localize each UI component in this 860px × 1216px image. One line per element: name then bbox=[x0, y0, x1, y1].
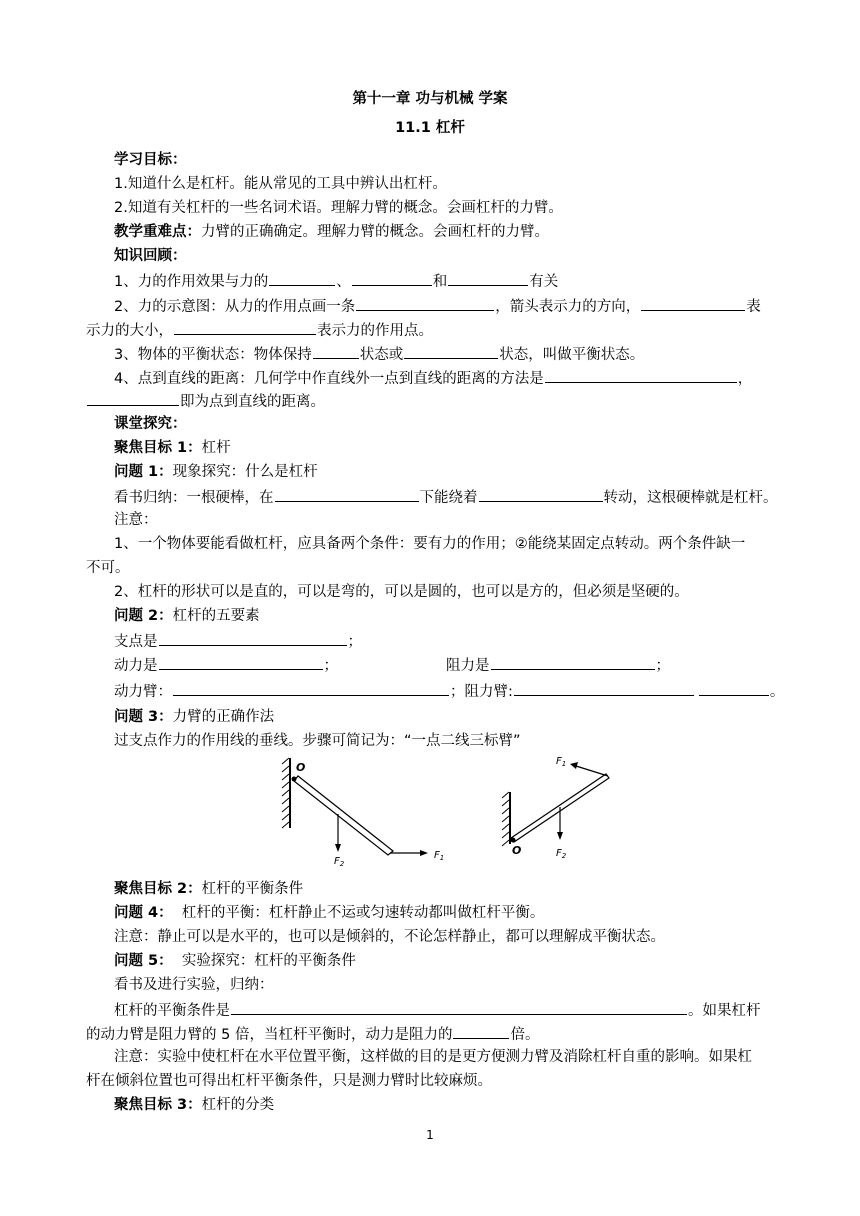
answer-blank[interactable] bbox=[356, 294, 494, 311]
fulcrum-label: O bbox=[512, 844, 522, 857]
force-f1-line bbox=[576, 766, 608, 776]
answer-blank[interactable] bbox=[174, 318, 316, 335]
answer-blank[interactable] bbox=[269, 269, 335, 286]
goals-heading: 学习目标： bbox=[114, 152, 187, 168]
note-4-line1: 注意：实验中使杠杆在水平位置平衡，这样做的目的是更方便测力臂及消除杠杆自重的影响。如果杠 bbox=[114, 1049, 752, 1065]
answer-blank[interactable] bbox=[699, 679, 769, 696]
load-line: 阻力是 ； bbox=[446, 653, 746, 677]
note-label: 注意： bbox=[114, 512, 158, 528]
answer-blank[interactable] bbox=[231, 998, 687, 1015]
fulcrum-point bbox=[511, 838, 516, 843]
answer-blank[interactable] bbox=[159, 629, 347, 646]
note-3: 注意：静止可以是水平的，也可以是倾斜的，不论怎样静止，都可以理解成平衡状态。 bbox=[114, 929, 665, 945]
keypoints-text: 力臂的正确确定。理解力臂的概念。会画杠杆的力臂。 bbox=[201, 224, 549, 240]
fulcrum-point bbox=[292, 777, 297, 782]
review-heading: 知识回顾： bbox=[114, 248, 187, 264]
focus-goal-3: 聚焦目标 3：杠杆的分类 bbox=[114, 1097, 275, 1113]
condition-line1: 杠杆的平衡条件是 。如果杠杆 bbox=[114, 998, 814, 1022]
force-f2-arrowhead bbox=[335, 844, 341, 852]
review-q2-line1: 2、力的示意图：从力的作用点画一条 ，箭头表示力的方向， 表 bbox=[114, 294, 814, 318]
note-2: 2、杠杆的形状可以是直的，可以是弯的，可以是圆的，也可以是方的，但必须是坚硬的。 bbox=[114, 584, 689, 600]
problem-4: 问题 4： 杠杆的平衡：杠杆静止不运或匀速转动都叫做杠杆平衡。 bbox=[114, 905, 545, 921]
force-f2-arrowhead bbox=[557, 832, 563, 840]
wall-hatching bbox=[502, 792, 509, 846]
review-q2-line2: 示力的大小， 表示力的作用点。 bbox=[86, 318, 786, 342]
fulcrum-label: O bbox=[296, 761, 306, 774]
problem-5: 问题 5： 实验探究：杠杆的平衡条件 bbox=[114, 953, 356, 969]
answer-blank[interactable] bbox=[641, 294, 745, 311]
answer-blank[interactable] bbox=[448, 269, 528, 286]
page-title: 第十一章 功与机械 学案 bbox=[352, 91, 508, 107]
note-4-line2: 杆在倾斜位置也可得出杠杆平衡条件，只是测力臂时比较麻烦。 bbox=[86, 1073, 492, 1089]
focus-goal-2: 聚焦目标 2：杠杆的平衡条件 bbox=[114, 881, 304, 897]
effort-line: 动力是 ； bbox=[114, 653, 814, 677]
summary-line: 看书归纳：一根硬棒，在 下能绕着 转动，这根硬棒就是杠杆。 bbox=[114, 485, 814, 509]
problem-1: 问题 1：现象探究：什么是杠杆 bbox=[114, 464, 318, 480]
answer-blank[interactable] bbox=[404, 342, 498, 359]
answer-blank[interactable] bbox=[453, 1022, 509, 1039]
answer-blank[interactable] bbox=[87, 389, 179, 406]
answer-blank[interactable] bbox=[514, 679, 694, 696]
note-1-line1: 1、一个物体要能看做杠杆，应具备两个条件：要有力的作用；②能绕某固定点转动。两个条件缺一 bbox=[114, 536, 746, 552]
answer-blank[interactable] bbox=[159, 653, 323, 670]
answer-blank[interactable] bbox=[313, 342, 359, 359]
goal-item-2: 2.知道有关杠杆的一些名词术语。理解力臂的概念。会画杠杆的力臂。 bbox=[114, 200, 563, 216]
force-f1-label: $F_1$ bbox=[556, 756, 567, 768]
keypoints-line bbox=[114, 221, 814, 243]
condition-line2: 的动力臂是阻力臂的 5 倍，当杠杆平衡时，动力是阻力的 倍。 bbox=[86, 1022, 786, 1046]
keypoints-label: 教学重难点： bbox=[114, 224, 201, 240]
lever-figure-left bbox=[270, 758, 460, 868]
lever-bar bbox=[294, 776, 393, 855]
explore-heading: 课堂探究： bbox=[114, 416, 187, 432]
method-line: 过支点作力的作用线的垂线。步骤可简记为：“一点二线三标臂” bbox=[114, 733, 521, 749]
answer-blank[interactable] bbox=[352, 269, 432, 286]
force-f1-arrowhead bbox=[570, 762, 578, 769]
fulcrum-line: 支点是 ； bbox=[114, 629, 814, 653]
experiment-line: 看书及进行实验，归纳： bbox=[114, 977, 274, 993]
answer-blank[interactable] bbox=[545, 366, 737, 383]
problem-2: 问题 2：杠杆的五要素 bbox=[114, 608, 260, 624]
force-f1-arrowhead bbox=[420, 850, 428, 856]
goal-item-1: 1.知道什么是杠杆。能从常见的工具中辨认出杠杆。 bbox=[114, 176, 447, 192]
answer-blank[interactable] bbox=[173, 679, 449, 696]
lever-figure-right bbox=[492, 752, 622, 864]
arm-line: 动力臂： ；阻力臂: 。 bbox=[114, 679, 814, 703]
force-f2-label: $F_2$ bbox=[556, 848, 567, 860]
force-f2-label: $F_2$ bbox=[334, 856, 345, 868]
review-q4-line1: 4、点到直线的距离：几何学中作直线外一点到直线的距离的方法是 ， bbox=[114, 366, 814, 390]
page-number: 1 bbox=[426, 1128, 434, 1142]
focus-goal-1: 聚焦目标 1：杠杆 bbox=[114, 440, 231, 456]
wall-hatching bbox=[282, 758, 289, 828]
problem-3: 问题 3：力臂的正确作法 bbox=[114, 709, 275, 725]
note-1-line2: 不可。 bbox=[86, 560, 130, 576]
review-q3: 3、物体的平衡状态：物体保持 状态或 状态，叫做平衡状态。 bbox=[114, 342, 814, 366]
answer-blank[interactable] bbox=[491, 653, 655, 670]
review-q4-line2: 即为点到直线的距离。 bbox=[86, 389, 786, 413]
section-title: 11.1 杠杆 bbox=[395, 120, 465, 136]
force-f1-label: $F_1$ bbox=[434, 850, 445, 862]
review-q1: 1、力的作用效果与力的 、 和 有关 bbox=[114, 269, 814, 293]
answer-blank[interactable] bbox=[275, 485, 419, 502]
answer-blank[interactable] bbox=[479, 485, 603, 502]
